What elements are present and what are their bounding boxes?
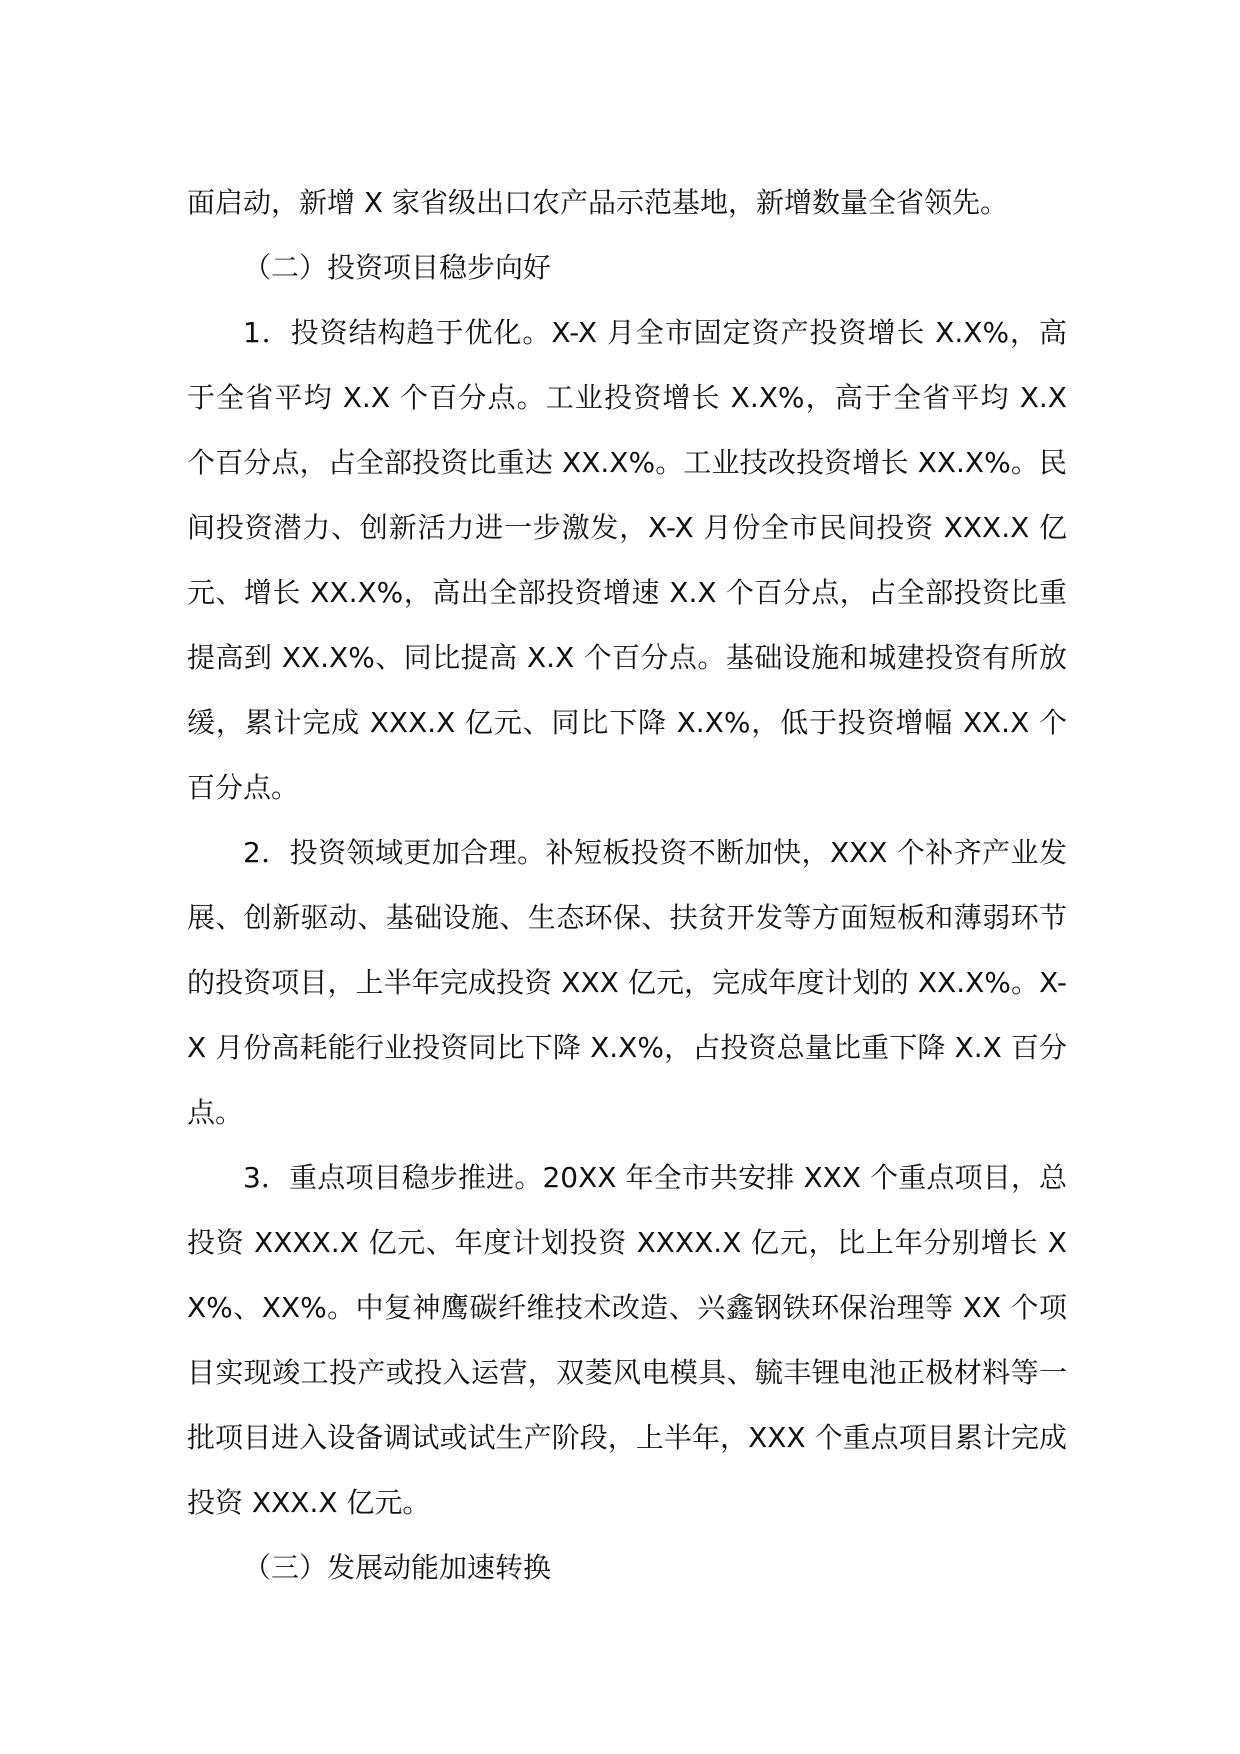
paragraph-key-projects: 3．重点项目稳步推进。20XX 年全市共安排 XXX 个重点项目，总投资 XXXX.X 亿元、年度计划投资 XXXX.X 亿元，比上年分别增长 XX%、XX%。中复神鹰碳纤维技术改造、兴鑫钢铁环保治理等 XX 个项目实现竣工投产或投入运营，双菱风电模具、毓丰锂电池正极材料等一批项目进入设备调试或试生产阶段，上半年，XXX 个重点项目累计完成投资 XXX.X 亿元。 [187, 1161, 1067, 1519]
paragraph-investment-structure: 1．投资结构趋于优化。X-X 月全市固定资产投资增长 X.X%，高于全省平均 X.X 个百分点。工业投资增长 X.X%，高于全省平均 X.X 个百分点，占全部投资比重达 XX.X%。工业技改投资增长 XX.X%。民间投资潜力、创新活力进一步激发，X-X 月份全市民间投资 XXX.X 亿元、增长 XX.X%，高出全部投资增速 X.X 个百分点，占全部投资比重提高到 XX.X%、同比提高 X.X 个百分点。基础设施和城建投资有所放缓，累计完成 XXX.X 亿元、同比下降 X.X%，低于投资增幅 XX.X 个百分点。 [187, 316, 1067, 804]
paragraph-continuation: 面启动，新增 X 家省级出口农产品示范基地，新增数量全省领先。 [187, 186, 1008, 219]
document-body [187, 170, 1067, 1600]
paragraph-investment-fields: 2．投资领域更加合理。补短板投资不断加快，XXX 个补齐产业发展、创新驱动、基础设施、生态环保、扶贫开发等方面短板和薄弱环节的投资项目，上半年完成投资 XXX 亿元，完成年度计划的 XX.X%。X-X 月份高耗能行业投资同比下降 X.X%，占投资总量比重下降 X.X 百分点。 [187, 836, 1067, 1129]
section-heading-investment: （二）投资项目稳步向好 [243, 251, 552, 284]
section-heading-momentum: （三）发展动能加速转换 [243, 1551, 552, 1584]
